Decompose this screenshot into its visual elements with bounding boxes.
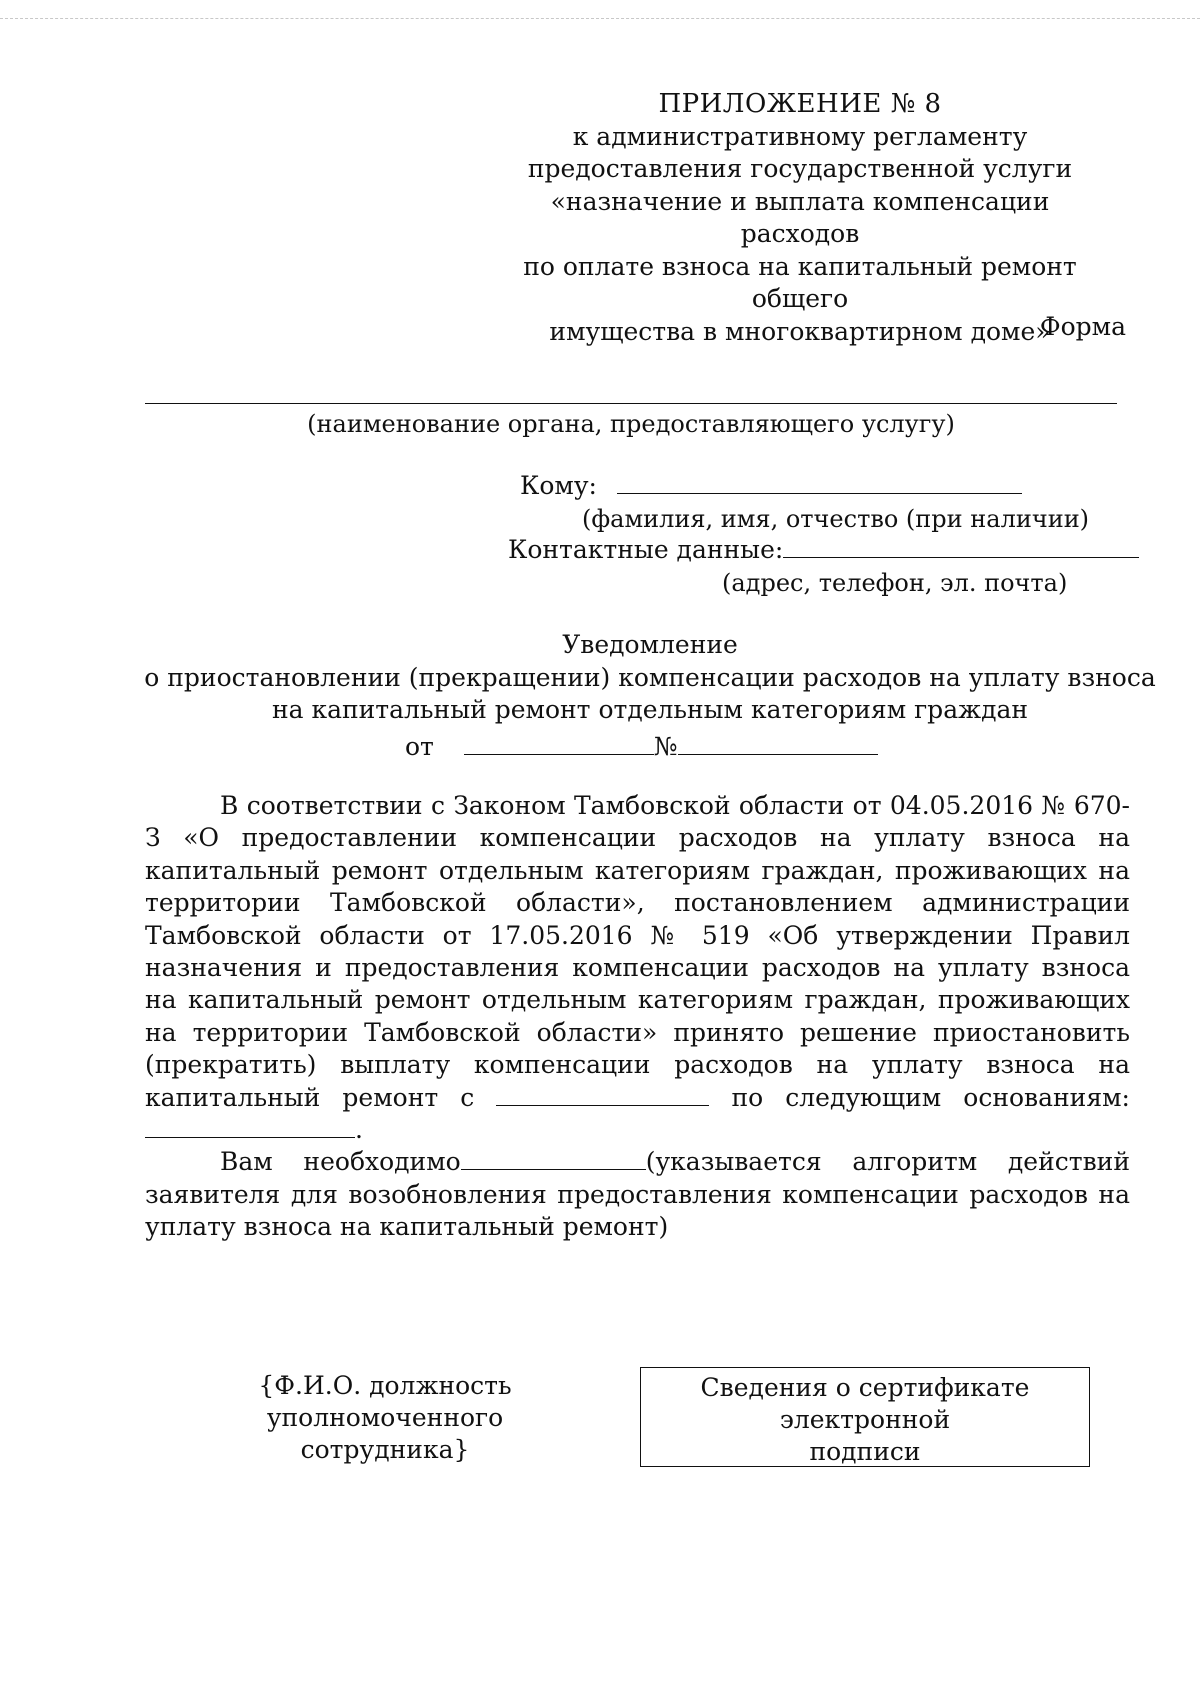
form-label: Форма — [1039, 312, 1126, 341]
notice-heading — [100, 629, 1200, 727]
e-signature-certificate-box — [640, 1367, 1090, 1467]
annex-line: к административному регламенту — [572, 121, 1028, 151]
contact-label: Контактные данные: — [508, 535, 784, 564]
notice-subtitle: на капитальный ремонт отдельным категориям граждан — [271, 695, 1029, 724]
recipient-name-field[interactable] — [617, 471, 1022, 494]
notice-subtitle: о приостановлении (прекращении) компенсации расходов на уплату взноса — [144, 662, 1156, 692]
annex-line: имущества в многоквартирном доме» — [549, 316, 1051, 346]
official-name-line: сотрудника} — [300, 1435, 470, 1464]
contact-caption: (адрес, телефон, эл. почта) — [722, 569, 1068, 597]
annex-line: «назначение и выплата компенсации расходов — [550, 186, 1050, 248]
recipient-to-row — [520, 471, 1022, 500]
scan-edge-line — [0, 18, 1200, 19]
required-actions-field[interactable] — [461, 1147, 646, 1170]
body-text-part: . — [355, 1115, 363, 1145]
annex-header — [510, 88, 1090, 348]
official-name-line: {Ф.И.О. должность уполномоченного — [258, 1371, 512, 1432]
cert-text: Сведения о сертификате — [700, 1373, 1030, 1402]
number-field[interactable] — [678, 732, 878, 755]
annex-line: предоставления государственной услуги — [527, 154, 1073, 183]
date-label: от — [405, 732, 434, 761]
cert-text: подписи — [809, 1437, 921, 1466]
number-label: № — [653, 732, 678, 761]
notice-body — [145, 790, 1130, 1244]
annex-title: ПРИЛОЖЕНИЕ № 8 — [658, 89, 942, 119]
notice-title: Уведомление — [562, 630, 738, 659]
grounds-field[interactable] — [145, 1115, 355, 1138]
org-name-field[interactable] — [145, 403, 1117, 404]
recipient-to-label: Кому: — [520, 471, 597, 500]
contact-field[interactable] — [783, 535, 1139, 558]
body-text-part: Вам необходимо — [220, 1147, 461, 1177]
body-text-part: (указывается алгоритм действий заявителя для возобновления предоставления компенсации расходов на уплату взноса на капитальный ремонт) — [145, 1147, 1130, 1242]
suspension-date-field[interactable] — [496, 1083, 709, 1106]
annex-line: по оплате взноса на капитальный ремонт общего — [523, 251, 1077, 313]
cert-text: электронной — [779, 1405, 951, 1434]
org-name-caption: (наименование органа, предоставляющего услугу) — [307, 410, 955, 438]
official-signature-block — [140, 1370, 630, 1466]
body-text-part: В соответствии с Законом Тамбовской области от 04.05.2016 № 670-З «О предоставлении компенсации расходов на уплату взноса на капитальный ремонт отдельным категориям граждан, проживающих на территории Тамбовской области», постановлением администрации Тамбовской области от 17.05.2016 № 519 «Об утверждении Правил назначения и предоставления компенсации расходов на уплату взноса на капитальный ремонт отдельным категориям граждан, проживающих на территории Тамбовской области» принято решение приостановить (прекратить) выплату компенсации расходов на уплату взноса на капитальный ремонт с — [145, 791, 1130, 1112]
recipient-name-caption: (фамилия, имя, отчество (при наличии) — [582, 505, 1090, 533]
body-paragraph — [145, 790, 1130, 1146]
contact-row — [508, 535, 1139, 564]
notice-date-number-row — [405, 732, 878, 761]
date-field[interactable] — [464, 732, 654, 755]
body-text-part: по следующим основаниям: — [731, 1082, 1130, 1112]
body-paragraph — [145, 1146, 1130, 1243]
